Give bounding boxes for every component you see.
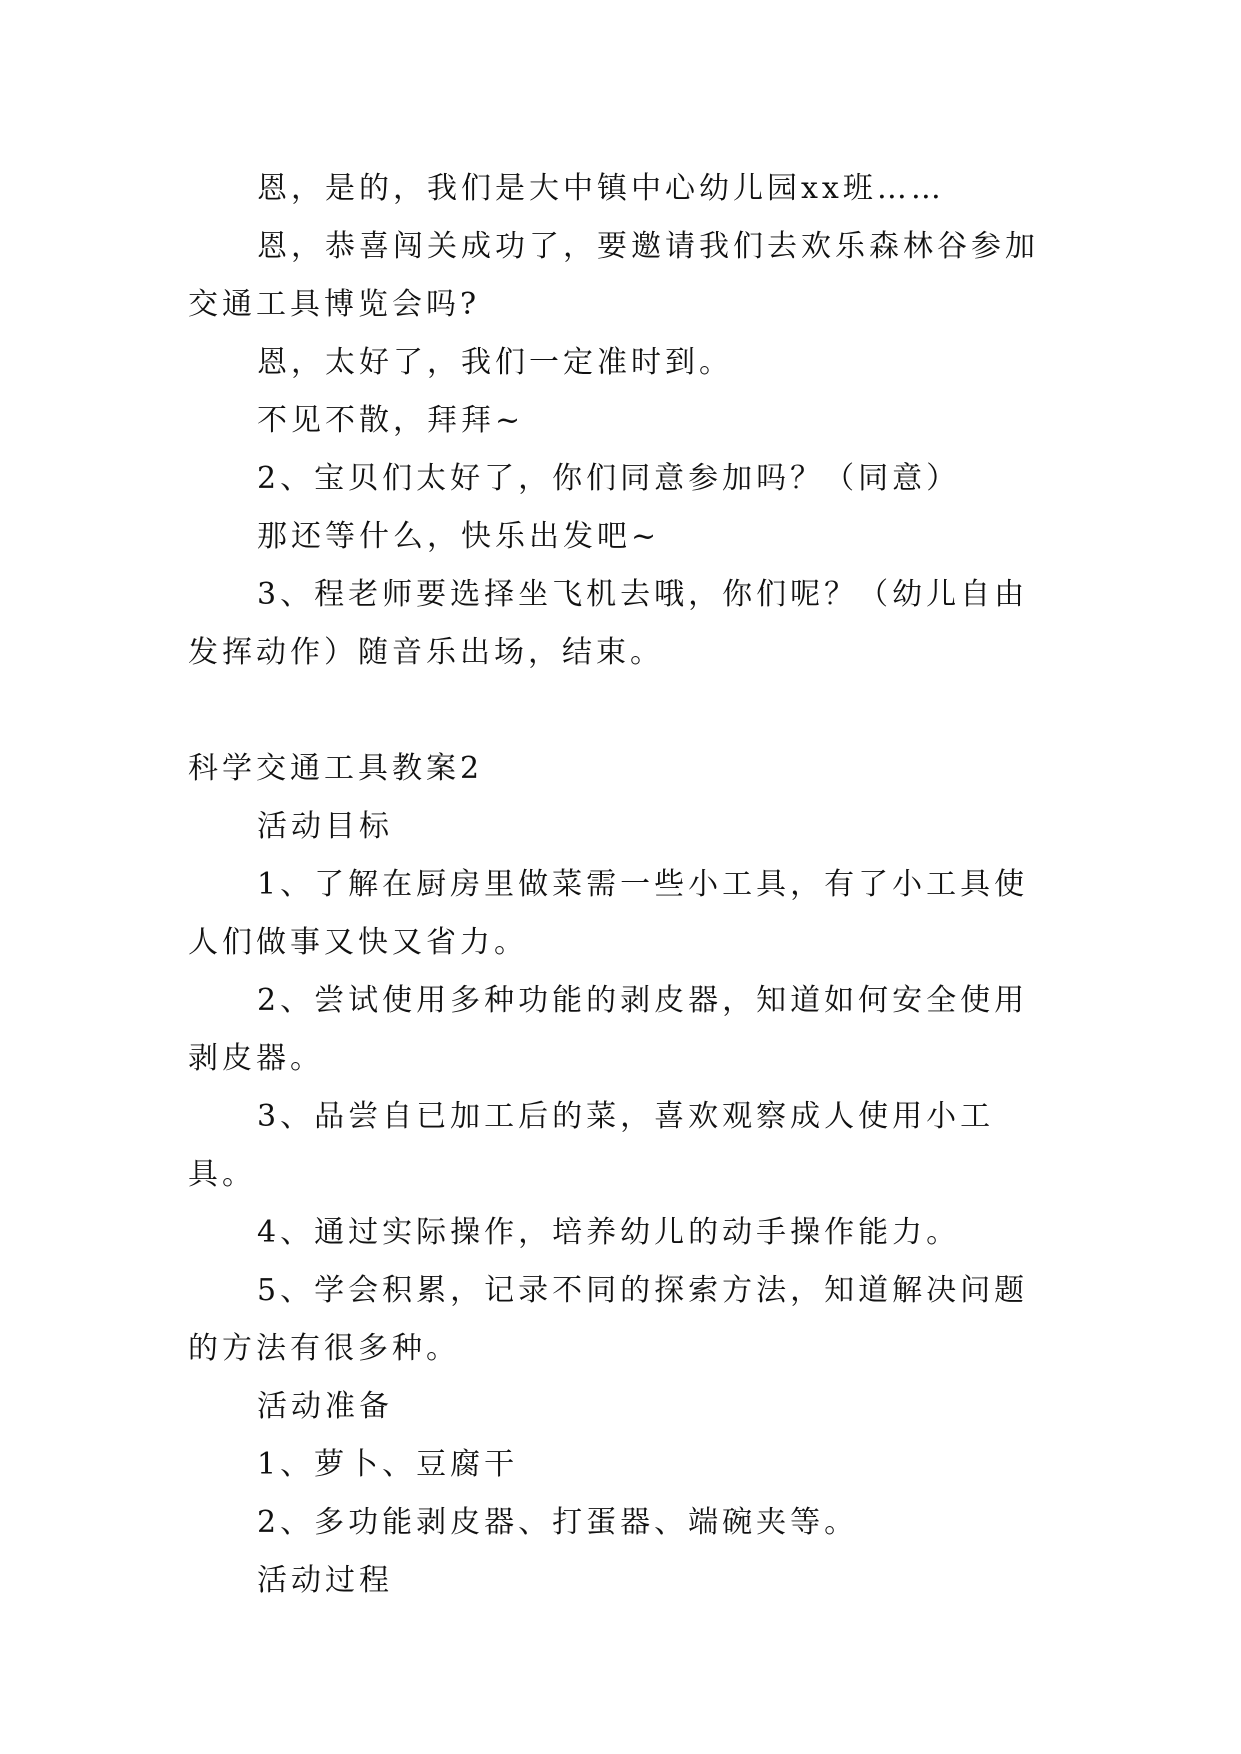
subheading-activity-process: 活动过程	[257, 1563, 393, 1598]
section-gap	[188, 682, 1058, 740]
paragraph: 1、萝卜、豆腐干	[257, 1447, 519, 1482]
paragraph: 恩，恭喜闯关成功了，要邀请我们去欢乐森林谷参加交通工具博览会吗?	[188, 229, 1039, 322]
paragraph: 恩，太好了，我们一定准时到。	[257, 345, 733, 380]
section-title: 科学交通工具教案2	[188, 751, 484, 786]
paragraph: 2、多功能剥皮器、打蛋器、端碗夹等。	[257, 1505, 859, 1540]
paragraph: 4、通过实际操作，培养幼儿的动手操作能力。	[257, 1215, 961, 1250]
paragraph: 那还等什么，快乐出发吧~	[257, 519, 661, 554]
paragraph: 1、了解在厨房里做菜需一些小工具，有了小工具使人们做事又快又省力。	[188, 867, 1029, 960]
paragraph: 不见不散，拜拜~	[257, 403, 525, 438]
subheading-activity-preparation: 活动准备	[257, 1389, 393, 1424]
paragraph: 恩，是的，我们是大中镇中心幼儿园xx班……	[257, 171, 945, 206]
paragraph: 5、学会积累，记录不同的探索方法，知道解决问题的方法有很多种。	[188, 1273, 1029, 1366]
paragraph: 2、尝试使用多种功能的剥皮器，知道如何安全使用剥皮器。	[188, 983, 1029, 1076]
document-body	[188, 160, 1058, 1610]
paragraph: 3、品尝自已加工后的菜，喜欢观察成人使用小工具。	[188, 1099, 995, 1192]
subheading-activity-goals: 活动目标	[257, 809, 393, 844]
paragraph: 3、程老师要选择坐飞机去哦，你们呢？（幼儿自由发挥动作）随音乐出场，结束。	[188, 577, 1029, 670]
paragraph: 2、宝贝们太好了，你们同意参加吗？（同意）	[257, 461, 961, 496]
